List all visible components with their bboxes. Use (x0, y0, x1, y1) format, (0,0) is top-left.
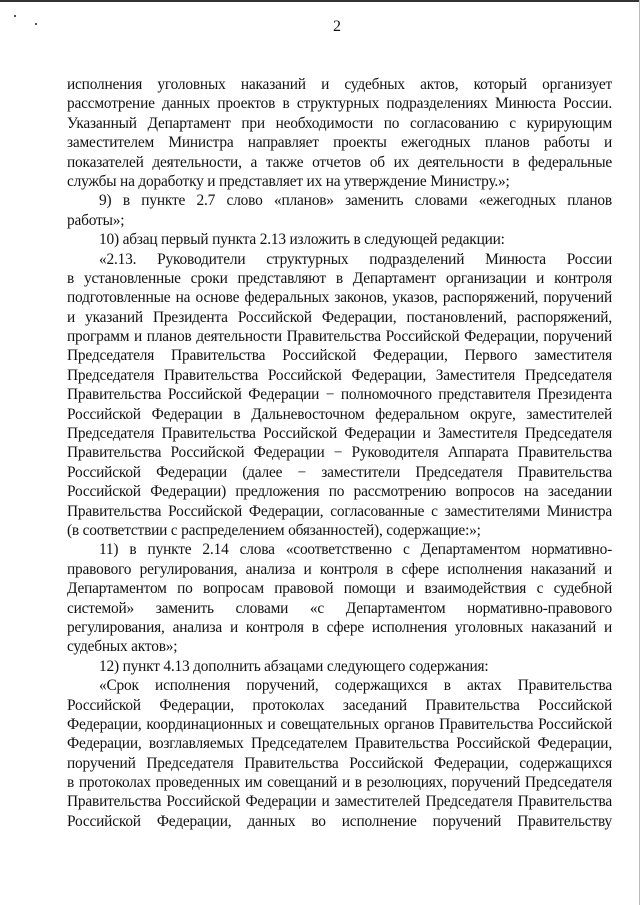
text-line: Федерации, координационных и совещательных органов Правительства Российской (67, 715, 612, 733)
text-line: Правительства Российской Федерации и заместителей Председателя Правительства (67, 793, 612, 811)
page-number: 2 (333, 18, 341, 35)
text-line: службы на доработку и представляет их на утверждение Министру.»; (67, 172, 510, 190)
text-line: Председателя Правительства Российской Федерации, Заместителя Председателя (67, 366, 612, 384)
text-line: «2.13. Руководители структурных подразделений Минюста России (99, 250, 612, 268)
paragraph (67, 191, 612, 230)
text-line: показателей деятельности, а также отчетов об их деятельности в федеральные (67, 153, 612, 171)
text-line: Указанный Департамент при необходимости по согласованию с курирующим (67, 114, 612, 132)
scan-speck (14, 15, 16, 17)
paragraph (67, 75, 612, 191)
text-line: Правительства Российской Федерации − полномочного представителя Президента (67, 386, 612, 404)
text-line: системой» заменить словами «с Департаментом нормативно-правового (67, 599, 612, 617)
text-line: заместителем Министра направляет проекты ежегодных планов работы и (67, 134, 612, 152)
text-line: Российской Федерации, протоколах заседаний Правительства Российской (67, 696, 612, 714)
text-line: Департаментом по вопросам правовой помощи и взаимодействия с судебной (67, 580, 612, 598)
text-line: в протоколах проведенных им совещаний и в резолюциях, поручений Председателя (67, 774, 612, 792)
text-line: и указаний Президента Российской Федерации, постановлений, распоряжений, (67, 308, 612, 326)
text-line: регулирования, анализа и контроля в сфере исполнения уголовных наказаний и (67, 618, 612, 636)
text-line: в установленные сроки представляют в Департамент организации и контроля (67, 269, 612, 287)
text-line: программ и планов деятельности Правительства Российской Федерации, поручений (67, 328, 612, 346)
text-line: 11) в пункте 2.14 слова «соответственно с Департаментом нормативно- (99, 541, 612, 559)
text-line: (в соответствии с распределением обязанностей), содержащие:»; (67, 521, 481, 539)
text-line: Федерации, возглавляемых Председателем Правительства Российской Федерации, (67, 735, 612, 753)
paragraph (67, 250, 612, 541)
scan-speck (35, 23, 37, 25)
text-line: 12) пункт 4.13 дополнить абзацами следующего содержания: (99, 657, 489, 675)
text-line: судебных актов»; (67, 638, 178, 656)
scan-edge-top (0, 0, 640, 2)
text-line: работы»; (67, 211, 125, 229)
text-line: Председателя Правительства Российской Федерации и Заместителя Председателя (67, 425, 612, 443)
text-line: Российской Федерации, данных во исполнение поручений Правительству (67, 812, 612, 830)
text-line: Российской Федерации) предложения по рассмотрению вопросов на заседании (67, 483, 612, 501)
text-line: рассмотрение данных проектов в структурных подразделениях Минюста России. (67, 95, 612, 113)
text-line: Правительства Российской Федерации, согласованные с заместителями Министра (67, 502, 612, 520)
paragraph (67, 676, 612, 831)
text-line: Российской Федерации (далее − заместители Председателя Правительства (67, 463, 612, 481)
text-line: подготовленные на основе федеральных законов, указов, распоряжений, поручений (67, 289, 612, 307)
text-line: Правительства Российской Федерации − Руководителя Аппарата Правительства (67, 444, 612, 462)
text-line: 10) абзац первый пункта 2.13 изложить в следующей редакции: (99, 231, 505, 249)
text-line: 9) в пункте 2.7 слово «планов» заменить словами «ежегодных планов (99, 192, 612, 210)
document-body (67, 75, 612, 831)
text-line: Российской Федерации в Дальневосточном федеральном округе, заместителей (67, 405, 612, 423)
paragraph (67, 657, 612, 676)
paragraph (67, 230, 612, 249)
text-line: правового регулирования, анализа и контроля в сфере исполнения наказаний и (67, 560, 612, 578)
text-line: поручений Председателя Правительства Российской Федерации, содержащихся (67, 754, 612, 772)
text-line: исполнения уголовных наказаний и судебных актов, который организует (67, 76, 612, 93)
paragraph (67, 540, 612, 656)
text-line: Председателя Правительства Российской Федерации, Первого заместителя (67, 347, 612, 365)
text-line: «Срок исполнения поручений, содержащихся в актах Правительства (99, 677, 612, 695)
